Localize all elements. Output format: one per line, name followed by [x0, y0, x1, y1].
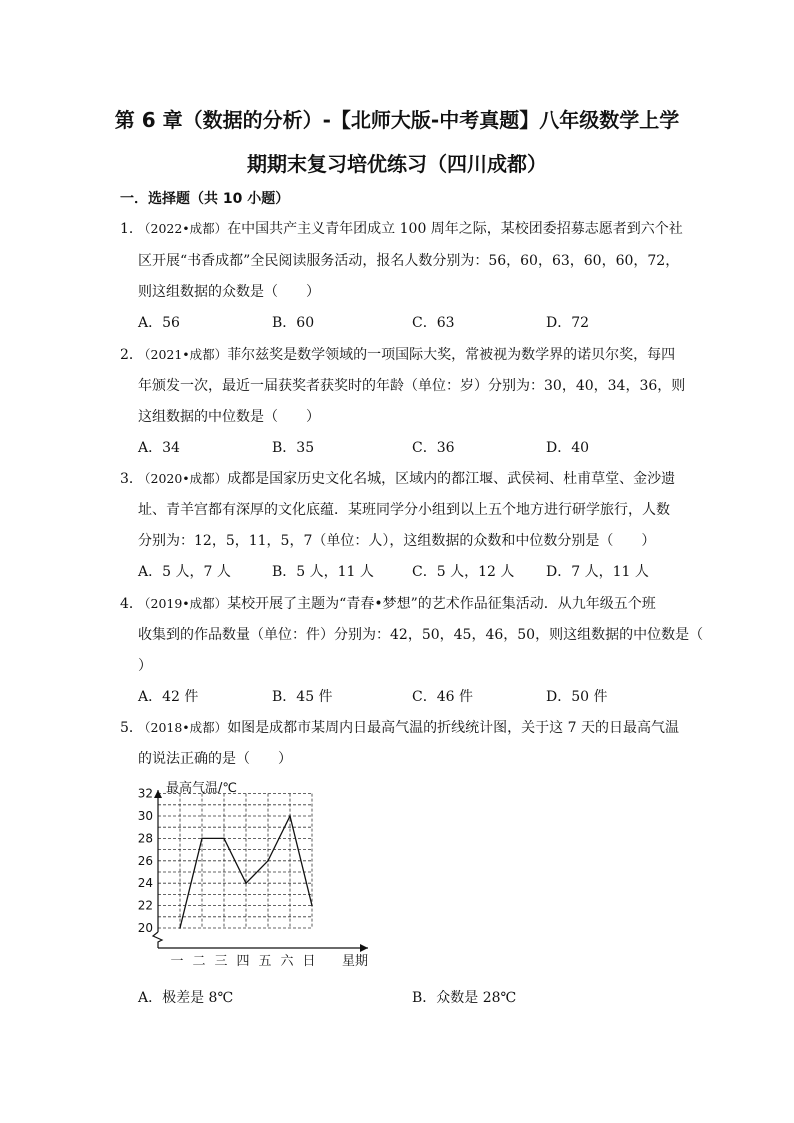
- question-5-option-a: A．极差是 8℃: [138, 990, 234, 1006]
- x-tick-label: 一: [170, 954, 184, 969]
- question-5-line-2: 的说法正确的是（ ）: [138, 751, 292, 767]
- question-2-option-b: B．35: [272, 440, 315, 456]
- question-4-option-a: A．42 件: [138, 689, 199, 705]
- question-2-option-d: D．40: [546, 440, 590, 456]
- question-1-line-3: 则这组数据的众数是（ ）: [138, 284, 320, 300]
- question-2-option-c: C．36: [412, 440, 455, 456]
- question-3-line-1: [138, 468, 675, 488]
- data-point: [289, 815, 291, 817]
- question-3-line-2: 址、青羊宫都有深厚的文化底蕴．某班同学分小组到以上五个地方进行研学旅行，人数: [138, 502, 670, 518]
- y-tick-label: 30: [137, 809, 153, 823]
- data-point: [267, 860, 269, 862]
- data-point: [201, 838, 203, 840]
- question-4-number: 4．: [120, 596, 143, 612]
- question-1-option-b: B．60: [272, 315, 315, 331]
- question-2-line-1: [138, 344, 675, 364]
- question-4-line-3: ）: [138, 658, 152, 674]
- question-4-text-1: 某校开展了主题为“青春•梦想”的艺术作品征集活动．从九年级五个班: [227, 596, 656, 612]
- data-point: [245, 882, 247, 884]
- question-2-line-2: 年颁发一次，最近一届获奖者获奖时的年龄（单位：岁）分别为：30，40，34，36，则: [138, 378, 686, 394]
- x-tick-label: 五: [258, 954, 272, 969]
- question-4-source: （2019•成都）: [138, 596, 228, 611]
- y-tick-label: 28: [137, 831, 153, 846]
- question-3-source: （2020•成都）: [138, 471, 228, 486]
- y-tick-label: 32: [137, 786, 153, 801]
- question-3-text-1: 成都是国家历史文化名城，区域内的都江堰、武侯祠、杜甫草堂、金沙遗: [227, 471, 676, 487]
- question-2-option-a: A．34: [138, 440, 180, 456]
- question-1-option-c: C．63: [412, 315, 455, 331]
- question-5-number: 5．: [120, 720, 143, 736]
- question-3-option-a: A．5 人，7 人: [138, 564, 231, 580]
- x-tick-label: 二: [192, 954, 206, 969]
- y-tick-label: 22: [137, 898, 153, 913]
- doc-title-line2: 期期末复习培优练习（四川成都）: [247, 152, 547, 176]
- data-point: [179, 927, 181, 929]
- y-axis-break: [153, 932, 162, 948]
- x-tick-label: 三: [214, 954, 228, 969]
- data-point: [223, 838, 225, 840]
- question-1-line-1: [138, 218, 683, 238]
- question-2-source: （2021•成都）: [138, 347, 228, 362]
- x-tick-label: 日: [302, 954, 316, 969]
- chart-ticks: [138, 780, 368, 969]
- question-1-text-1: 在中国共产主义青年团成立 100 周年之际，某校团委招募志愿者到六个社: [227, 221, 683, 237]
- y-axis-label: 最高气温/℃: [166, 781, 237, 796]
- x-axis-label: 星期: [342, 954, 369, 969]
- question-1-number: 1．: [120, 221, 143, 237]
- question-5-option-b: B．众数是 28℃: [412, 990, 517, 1006]
- question-2-text-1: 菲尔兹奖是数学领域的一项国际大奖，常被视为数学界的诺贝尔奖，每四: [227, 347, 676, 363]
- question-1-source: （2022•成都）: [138, 221, 228, 236]
- question-1-option-d: D．72: [546, 315, 590, 331]
- question-5-source: （2018•成都）: [138, 720, 228, 735]
- data-point: [311, 905, 313, 907]
- question-3-option-b: B．5 人，11 人: [272, 564, 374, 580]
- question-4-line-1: [138, 593, 656, 613]
- question-3-line-3: 分别为：12，5，11，5，7（单位：人），这组数据的众数和中位数分别是（ ）: [138, 533, 656, 549]
- question-2-line-3: 这组数据的中位数是（ ）: [138, 409, 320, 425]
- x-tick-label: 六: [280, 954, 294, 969]
- y-tick-label: 26: [137, 853, 153, 868]
- temperature-line-chart: [130, 770, 390, 980]
- question-4-option-b: B．45 件: [272, 689, 333, 705]
- doc-title-line1: 第 6 章（数据的分析）-【北师大版-中考真题】八年级数学上学: [114, 108, 680, 132]
- question-3-option-d: D．7 人，11 人: [546, 564, 649, 580]
- y-tick-label: 20: [137, 921, 153, 935]
- question-2-number: 2．: [120, 347, 143, 363]
- question-5-line-1: [138, 717, 679, 737]
- x-axis-arrow: [360, 944, 368, 952]
- question-4-option-d: D．50 件: [546, 689, 608, 705]
- question-3-option-c: C．5 人，12 人: [412, 564, 515, 580]
- section-heading: 一．选择题（共 10 小题）: [120, 191, 290, 207]
- question-4-option-c: C．46 件: [412, 689, 473, 705]
- x-tick-label: 四: [236, 954, 250, 969]
- question-1-line-2: 区开展“书香成都”全民阅读服务活动，报名人数分别为：56，60，63，60，60，72，: [138, 253, 680, 269]
- question-3-number: 3．: [120, 471, 143, 487]
- question-4-line-2: 收集到的作品数量（单位：件）分别为：42，50，45，46，50，则这组数据的中位数是（: [138, 627, 704, 643]
- y-tick-label: 24: [137, 876, 153, 891]
- question-5-text-1: 如图是成都市某周内日最高气温的折线统计图，关于这 7 天的日最高气温: [227, 720, 679, 736]
- question-1-option-a: A．56: [138, 315, 180, 331]
